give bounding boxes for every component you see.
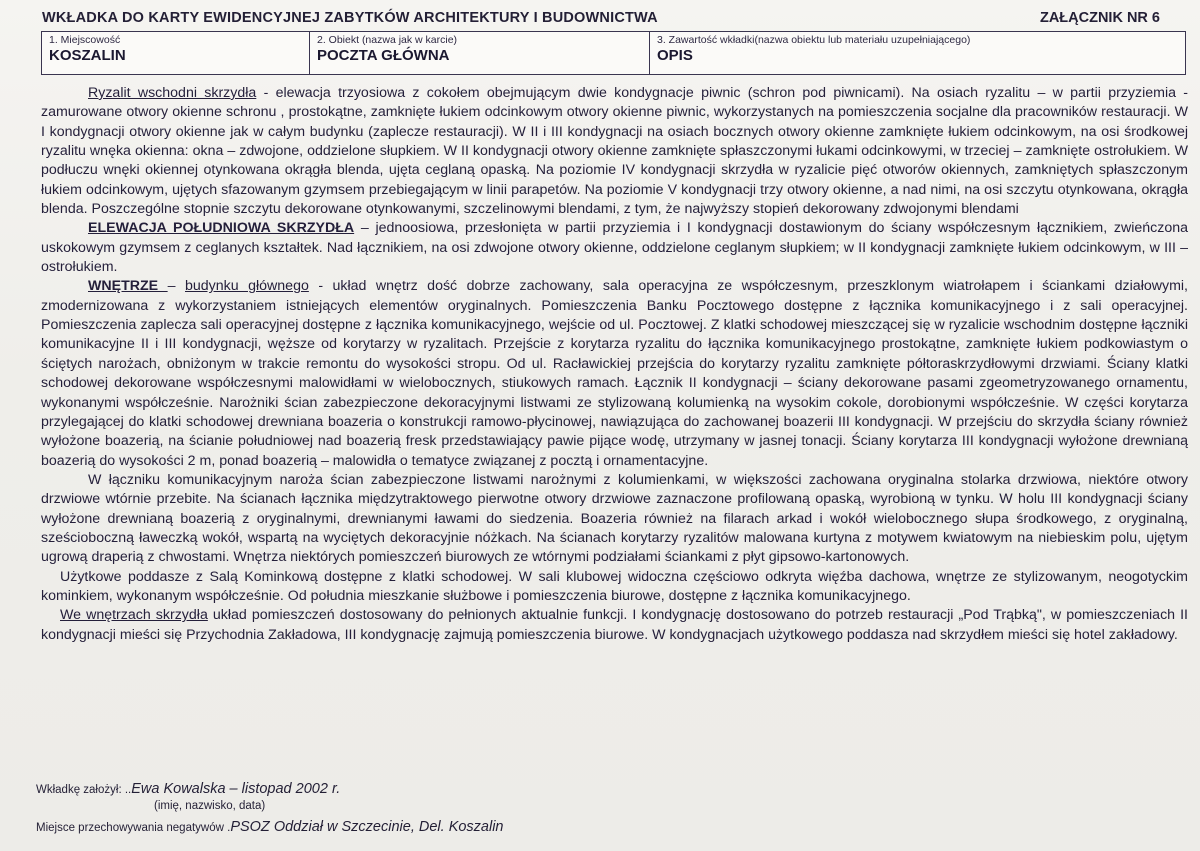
paragraph-communication-link: [41, 471, 1188, 568]
paragraph-heading-south-elevation: ELEWACJA POŁUDNIOWA SKRZYDŁA: [88, 220, 355, 237]
metadata-table: [41, 31, 1186, 75]
footer-prepared-by-line: [36, 781, 736, 797]
paragraph-text-wing-interiors: układ pomieszczeń dostosowany do pełnionych aktualnie funkcji. I kondygnację dostosowano do potrzeb restauracji „Pod Trąbką", w pomieszczeniach II kondygnacji mieści się Przychodnia Zakładowa, III kondygnację zajmują pomieszczenia biurowe. W kondygnacjach użytkowego poddasza nad skrzydłem mieści się hotel zakładowy.: [41, 607, 1188, 643]
document-footer: [36, 781, 736, 835]
annex-number: ZAŁĄCZNIK NR 6: [1039, 10, 1160, 26]
paragraph-heading-interior: WNĘTRZE: [88, 278, 168, 295]
footer-negatives-label: Miejsce przechowywania negatywów .: [36, 822, 231, 834]
metadata-label-object: 2. Obiekt (nazwa jak w karcie): [317, 34, 458, 46]
footer-prepared-hint: (imię, nazwisko, data): [154, 800, 266, 812]
metadata-label-locality: 1. Miejscowość: [49, 34, 121, 46]
paragraph-text-communication-link: W łączniku komunikacyjnym naroża ścian zabezpieczone listwami narożnymi z kolumienkami, w większości zachowana oryginalna stolarka drzwiowa, niektóre otwory drzwiowe wtórnie przebite. Na ścianach łącznika międzytraktowego pierwotne otwory drzwiowe zaznaczone profilowaną opaską, wyrobioną w tynku. W holu III kondygnacji ściany wyłożone drewnianą boazerią z oryginalnymi, drewnianymi ławami do siedzenia. Boazeria również na filarach arkad i wokół wielobocznego słupa środkowego, z oryginalną, sześcioboczną ławeczką wokół, wspartą na wyciętych dekoracyjnie nóżkach. Na ścianach korytarzy ryzalitów malowana kurtyna z motywem kwiatowym na niebieskim polu, ujętym ugrową draperią z chwostami. Wnętrza niektórych pomieszczeń biurowych ze wtórnymi podziałami ściankami z płyt gipsowo-kartonowych.: [41, 471, 1188, 566]
paragraph-dash-interior: –: [167, 278, 185, 295]
paragraph-text-east-avant-corps: - elewacja trzyosiowa z cokołem obejmującym dwie kondygnacje piwnic (schron pod piwnicami). Na osiach ryzalitu – w partii przyziemia - zamurowane otwory okienne schronu , prostokątne, zamknięte łukiem odcinkowym otwory okienne piwnic, wykorzystanych na pomieszczenia socjalne dla pracowników restauracji. W I kondygnacji otwory okienne jak w całym budynku (zaplecze restauracji). W II i III kondygnacji na osiach bocznych otwory okienne zamknięte łukiem odcinkowym, na osi środkowej ryzalitu wnęka okienna: okna – zdwojone, oddzielone słupkiem. W II kondygnacji otwory okienne zamknięte spłaszczonymi łukami odcinkowymi, w trzeciej – zamknięte ostrołukiem. W podłuczu wnęki okiennej otynkowana okrągła blenda, ujęta ceglaną opaską. Na poziomie IV kondygnacji skrzydła w ryzalicie pięć otworów okiennych, zamkniętych spłaszczonym łukiem odcinkowym, ujętych sfazowanym gzymsem przebiegającym w linii parapetów. Na poziomie V kondygnacji trzy otwory okienne, a nad nimi, na osi szczytu otynkowana, okrągła blenda. Poszczególne stopnie szczytu dekorowane otynkowanymi, szczelinowymi blendami, z tym, że najwyższy stopień dekorowany zdwojonymi blendami: [41, 85, 1188, 218]
metadata-cell-object: [310, 32, 650, 74]
footer-prepared-value: Ewa Kowalska – listopad 2002 r.: [131, 781, 341, 797]
footer-negatives-line: [36, 819, 736, 835]
page-title: WKŁADKA DO KARTY EWIDENCYJNEJ ZABYTKÓW ARCHITEKTURY I BUDOWNICTWA: [42, 10, 658, 26]
footer-prepared-label: Wkładkę założył: ..: [36, 784, 132, 796]
document-header: [0, 0, 1200, 30]
paragraph-text-south-elevation: – jednoosiowa, przesłonięta w partii przyziemia i I kondygnacji dostawionym do ściany współczesnym łącznikiem, zwieńczona uskokowym gzymsem z ceglanych kształtek. Nad łącznikiem, na osi zdwojone otwory okienne, oddzielone ceglanym słupkiem; w II kondygnacji zamknięte łukiem odcinkowym, w III – ostrołukiem.: [41, 220, 1188, 276]
metadata-value-content: OPIS: [657, 47, 693, 64]
paragraph-attic: [41, 568, 1188, 607]
paragraph-heading-east-avant-corps: Ryzalit wschodni skrzydła: [88, 85, 257, 101]
metadata-cell-locality: [42, 32, 310, 74]
paragraph-interior: [41, 277, 1188, 470]
paragraph-wing-interiors: [41, 606, 1188, 645]
footer-negatives-value: PSOZ Oddział w Szczecinie, Del. Koszalin: [230, 819, 504, 835]
metadata-label-content: 3. Zawartość wkładki(nazwa obiektu lub materiału uzupełniającego): [657, 34, 971, 46]
metadata-value-object: POCZTA GŁÓWNA: [317, 47, 450, 64]
document-body: [41, 84, 1188, 645]
paragraph-text-interior: - układ wnętrz dość dobrze zachowany, sala operacyjna ze współczesnym, przeszklonym wiatrołapem i ściankami działowymi, zmodernizowana z wykorzystaniem istniejących elementów oryginalnych. Pomieszczenia Banku Pocztowego dostępne z łącznika komunikacyjnego i z sali operacyjnej. Pomieszczenia zaplecza sali operacyjnej dostępne z łącznika komunikacyjnego, wejście od ul. Pocztowej. Z klatki schodowej mieszczącej się w ryzalicie wschodnim dostępne łączniki komunikacyjne II i III kondygnacji, węższe od korytarzy w ryzalitach. Przejście z korytarza ryzalitu do łącznika komunikacyjnego prostokątne, zamknięte łukiem podkowiastym o ściętych narożach, obniżonym w trakcie remontu do wysokości stropu. Od ul. Racławickiej przejścia do korytarzy ryzalitu zamknięte półtoraskrzydłowymi drzwiami. Ściany klatki schodowej dekorowane współczesnymi malowidłami w wielobocznych, stiukowych ramach. Łącznik II kondygnacji – ściany dekorowane pasami zgeometryzowanego ornamentu, wykonanymi współcześnie. Narożniki ścian zabezpieczone dekoracyjnymi listwami ze stylizowaną kolumienką na wysokim cokole, dorobionymi współcześnie. W części korytarza przylegającej do klatki schodowej drewniana boazeria o konstrukcji ramowo-płycinowej, nawiązująca do zachowanej boazerii III kondygnacji. W przejściu do skrzydła ściany również wyłożone boazerią, na ścianie południowej nad boazerią fresk przedstawiający pawie pijące wodę, utrzymany w jasnej tonacji. Ściany korytarza III kondygnacji wyłożone drewnianą boazerią do wysokości 2 m, ponad boazerią – malowidła o tematyce związanej z pocztą i ornamentacyjne.: [41, 278, 1188, 469]
paragraph-south-elevation: [41, 219, 1188, 277]
paragraph-text-attic: Użytkowe poddasze z Salą Kominkową dostępne z klatki schodowej. W sali klubowej widoczna częściowo odkryta więźba dachowa, wnętrze ze stylizowanym, neogotyckim kominkiem, wykonanym współcześnie. Od południa mieszkanie służbowe i pomieszczenia biurowe, dostępne z łącznika komunikacyjnego.: [41, 568, 1188, 604]
paragraph-subheading-interior: budynku głównego: [185, 278, 309, 295]
metadata-cell-content: [650, 32, 1185, 74]
paragraph-heading-wing-interiors: We wnętrzach skrzydła: [60, 607, 208, 624]
paragraph-east-avant-corps: [41, 84, 1188, 219]
metadata-value-locality: KOSZALIN: [49, 47, 126, 64]
